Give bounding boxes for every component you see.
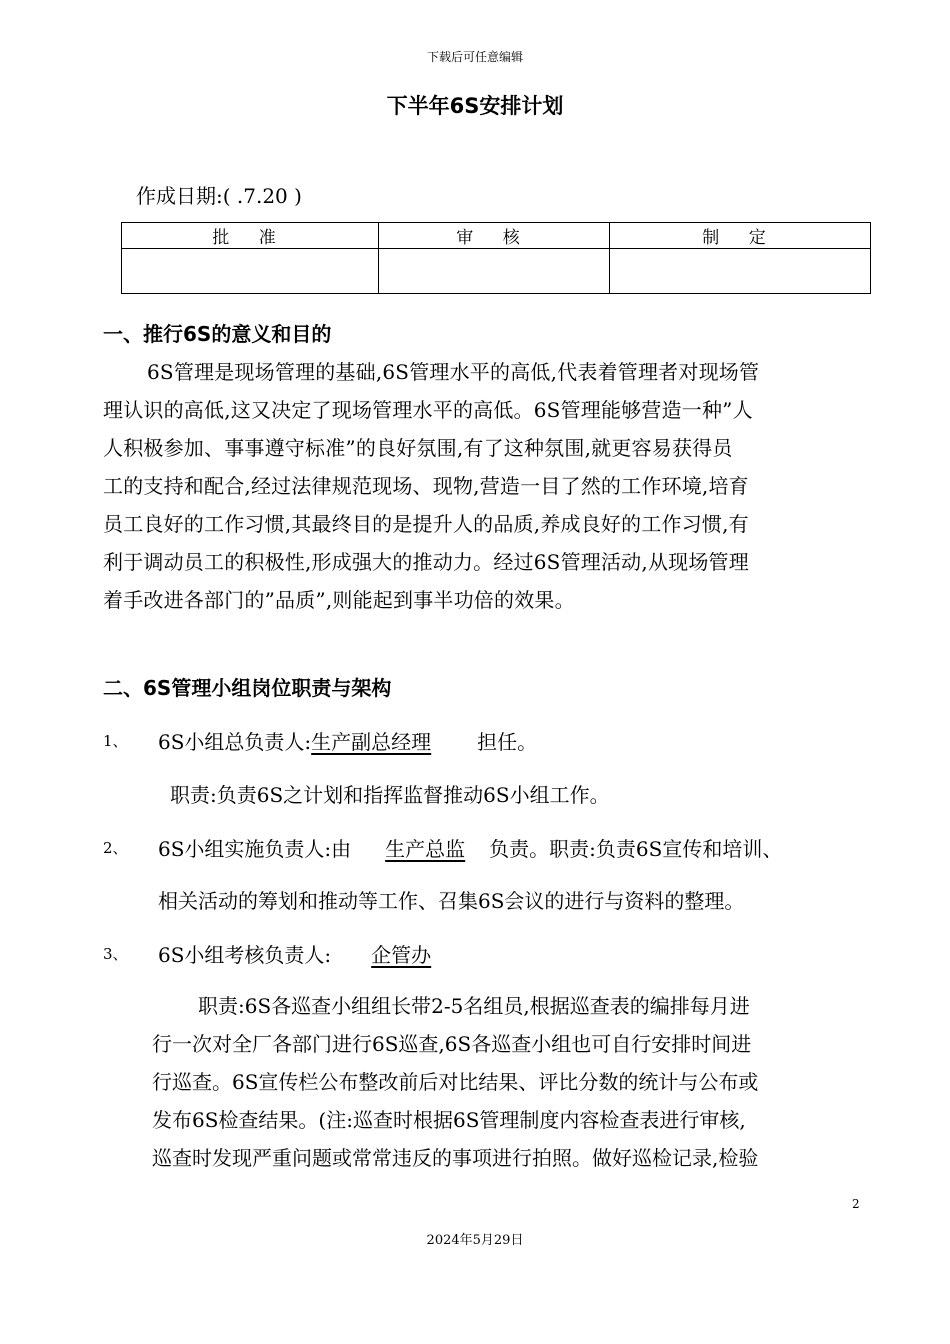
item3-prefix: 6S小组考核负责人:: [158, 943, 332, 967]
paragraph-line: 着手改进各部门的”品质”,则能起到事半功倍的效果。: [103, 588, 575, 612]
paragraph-line: 行一次对全厂各部门进行6S巡查,6S各巡查小组也可自行安排时间进: [152, 1032, 752, 1056]
item1-number: 1、: [103, 732, 128, 750]
item3-duty-paragraph: [152, 987, 872, 1177]
review-header: 审 核: [379, 223, 610, 249]
item2-prefix: 6S小组实施负责人:由: [158, 837, 352, 861]
section2-heading: 二、6S管理小组岗位职责与架构: [103, 676, 392, 700]
section1-paragraph: [103, 353, 863, 619]
item3-role: 企管办: [371, 943, 432, 967]
date-line: 作成日期:( .7.20 ): [136, 184, 302, 208]
paragraph-line: 人积极参加、事事遵守标准”的良好氛围,有了这种氛围,就更容易获得员: [103, 436, 733, 460]
item2-line: [158, 833, 782, 862]
item2-continuation: 相关活动的筹划和推动等工作、召集6S会议的进行与资料的整理。: [158, 889, 745, 913]
paragraph-line: 工的支持和配合,经过法律规范现场、现物,营造一目了然的工作环境,培育: [103, 474, 749, 498]
paragraph-line: 员工良好的工作习惯,其最终目的是提升人的品质,养成良好的工作习惯,有: [103, 512, 749, 536]
prepare-cell: [610, 249, 871, 294]
section1-heading: 一、推行6S的意义和目的: [103, 322, 332, 346]
item1-duty: 职责:负责6S之计划和指挥监督推动6S小组工作。: [170, 783, 610, 807]
approve-header: 批 准: [122, 223, 379, 249]
review-cell: [379, 249, 610, 294]
item2-suffix: 负责。职责:负责6S宣传和培训、: [489, 837, 783, 861]
item3-number: 3、: [103, 945, 128, 963]
footer-date: 2024年5月29日: [426, 1233, 524, 1248]
item3-line: [158, 939, 471, 968]
paragraph-line: 发布6S检查结果。(注:巡查时根据6S管理制度内容检查表进行审核,: [152, 1108, 746, 1132]
paragraph-line: 6S管理是现场管理的基础,6S管理水平的高低,代表着管理者对现场管: [147, 360, 760, 384]
item2-number: 2、: [103, 839, 128, 857]
item1-suffix: 担任。: [477, 730, 538, 754]
approve-cell: [122, 249, 379, 294]
page-number: 2: [852, 1197, 860, 1211]
header-note: 下载后可任意编辑: [426, 50, 523, 64]
paragraph-line: 巡查时发现严重问题或常常违反的事项进行拍照。做好巡检记录,检验: [152, 1146, 759, 1170]
item2-role: 生产总监: [385, 837, 466, 861]
paragraph-line: 理认识的高低,这又决定了现场管理水平的高低。6S管理能够营造一种”人: [103, 398, 753, 422]
approval-table: [121, 222, 871, 294]
item1-prefix: 6S小组总负责人:: [158, 730, 312, 754]
prepare-header: 制 定: [610, 223, 871, 249]
document-title: 下半年6S安排计划: [386, 94, 564, 118]
paragraph-line: 职责:6S各巡查小组组长带2-5名组员,根据巡查表的编排每月进: [198, 994, 750, 1018]
paragraph-line: 利于调动员工的积极性,形成强大的推动力。经过6S管理活动,从现场管理: [103, 550, 749, 574]
item1-line: [158, 726, 537, 755]
item1-role: 生产副总经理: [311, 730, 432, 754]
paragraph-line: 行巡查。6S宣传栏公布整改前后对比结果、评比分数的统计与公布或: [152, 1070, 759, 1094]
